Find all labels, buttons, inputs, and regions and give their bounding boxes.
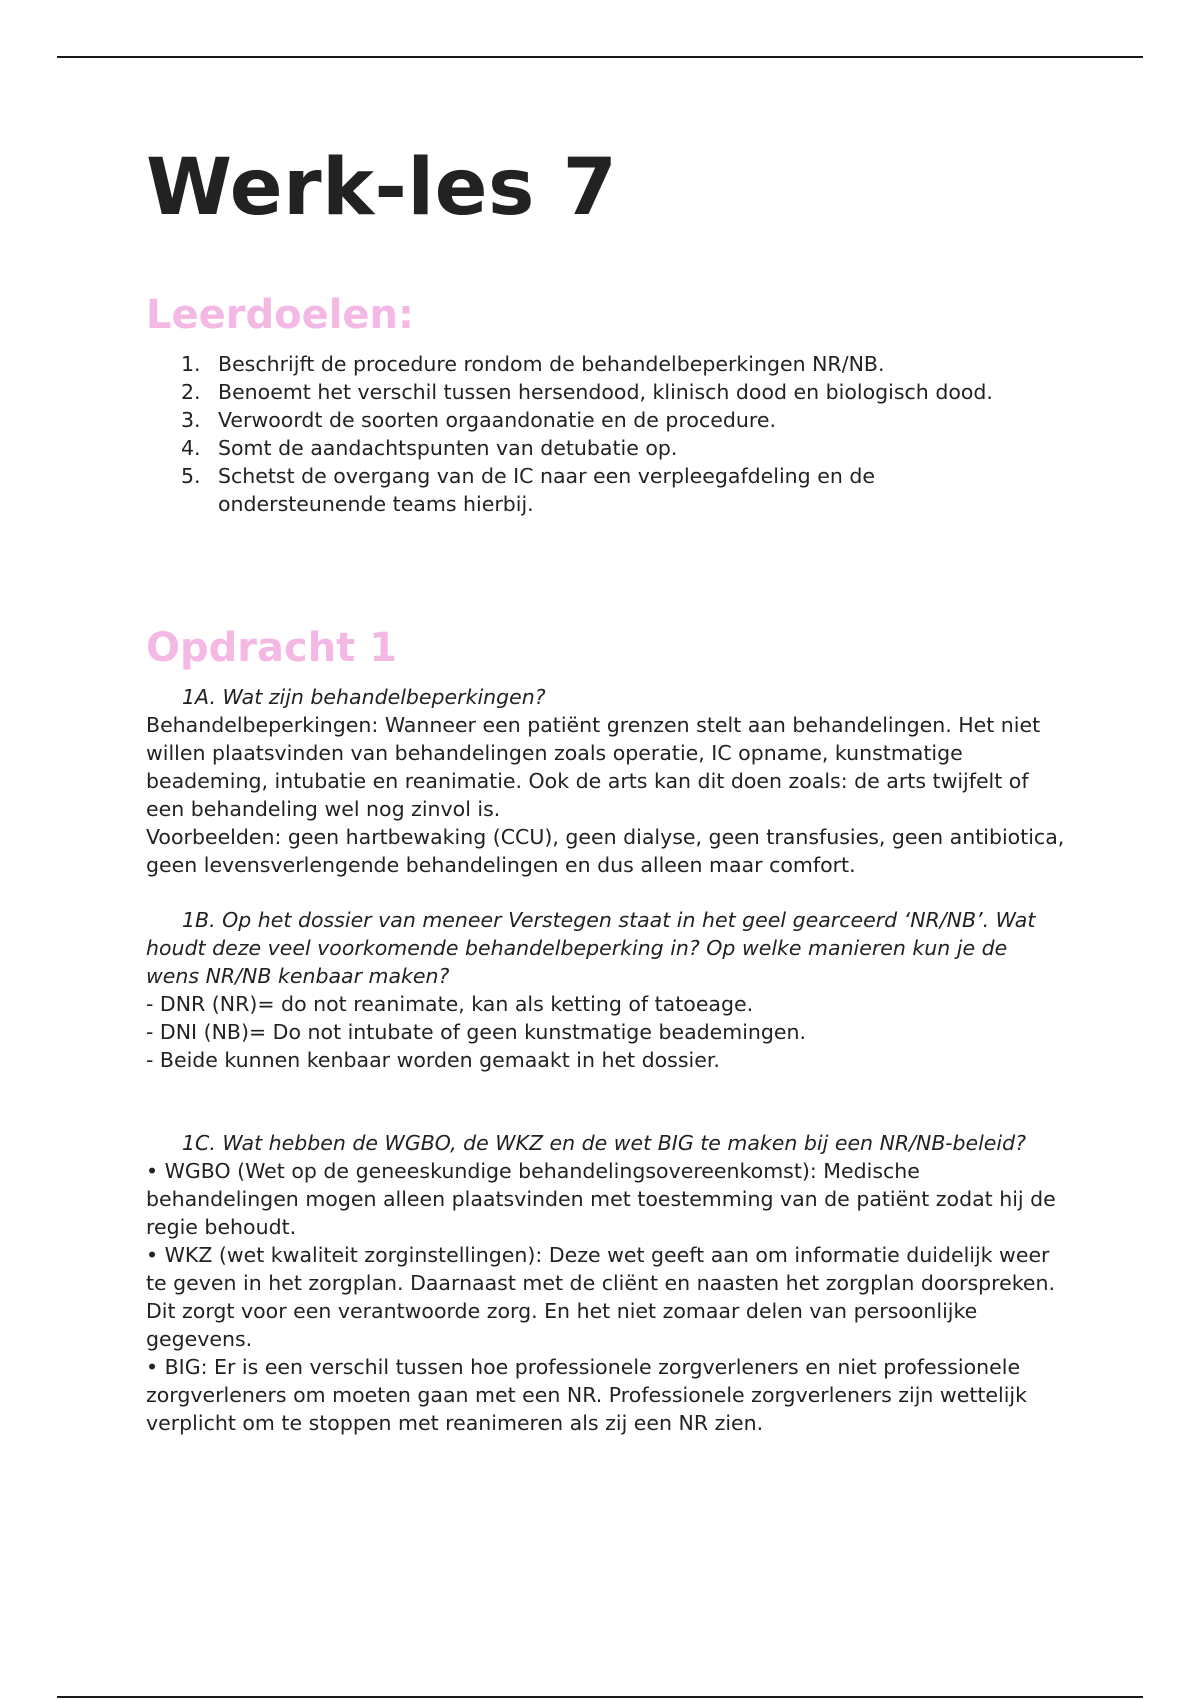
list-number: 1. [181, 352, 201, 376]
list-number: 2. [181, 380, 201, 404]
document-title: Werk-les 7 [146, 143, 618, 233]
list-number: 3. [181, 408, 201, 432]
list-item [146, 350, 1046, 378]
list-item [146, 462, 1046, 518]
question-1a: 1A. Wat zijn behandelbeperkingen? [182, 685, 546, 709]
leerdoelen-list [146, 350, 1046, 518]
question-1b-block [146, 906, 1066, 1074]
list-item-text: Benoemt het verschil tussen hersendood, klinisch dood en biologisch dood. [218, 380, 993, 404]
leerdoelen-heading: Leerdoelen: [146, 292, 415, 338]
question-1c-block [146, 1129, 1066, 1437]
answer-1c-big: • BIG: Er is een verschil tussen hoe professionele zorgverleners en niet professionele zorgverleners om moeten gaan met een NR. Professionele zorgverleners zijn wettelijk verplicht om te stoppen met reanimeren als zij een NR zien. [146, 1355, 1027, 1435]
list-item-text: Schetst de overgang van de IC naar een verpleegafdeling en de ondersteunende teams hierbij. [218, 464, 875, 516]
list-item-text: Verwoordt de soorten orgaandonatie en de procedure. [218, 408, 776, 432]
list-number: 4. [181, 436, 201, 460]
answer-1c-wkz: • WKZ (wet kwaliteit zorginstellingen): Deze wet geeft aan om informatie duidelijk weer te geven in het zorgplan. Daarnaast met de cliënt en naasten het zorgplan doorspreken. Dit zorgt voor een verantwoorde zorg. En het niet zomaar delen van persoonlijke gegevens. [146, 1243, 1055, 1351]
list-item-text: Somt de aandachtspunten van detubatie op. [218, 436, 678, 460]
question-1c: 1C. Wat hebben de WGBO, de WKZ en de wet BIG te maken bij een NR/NB-beleid? [182, 1131, 1027, 1155]
bottom-divider [57, 1696, 1143, 1698]
answer-1c-wgbo: • WGBO (Wet op de geneeskundige behandelingsovereenkomst): Medische behandelingen mogen alleen plaatsvinden met toestemming van de patiënt zodat hij de regie behoudt. [146, 1159, 1056, 1239]
top-divider [57, 56, 1143, 58]
opdracht-1-heading: Opdracht 1 [146, 625, 398, 671]
list-item-text: Beschrijft de procedure rondom de behandelbeperkingen NR/NB. [218, 352, 885, 376]
answer-1a-paragraph: Behandelbeperkingen: Wanneer een patiënt grenzen stelt aan behandelingen. Het niet willen plaatsvinden van behandelingen zoals operatie, IC opname, kunstmatige beademing, intubatie en reanimatie. Ook de arts kan dit doen zoals: de arts twijfelt of een behandeling wel nog zinvol is. [146, 713, 1041, 821]
list-item [146, 406, 1046, 434]
list-item [146, 378, 1046, 406]
answer-1b-line: - DNI (NB)= Do not intubate of geen kunstmatige beademingen. [146, 1020, 807, 1044]
answer-1b-line: - Beide kunnen kenbaar worden gemaakt in het dossier. [146, 1048, 720, 1072]
question-1a-block [146, 683, 1066, 879]
list-item [146, 434, 1046, 462]
answer-1b-line: - DNR (NR)= do not reanimate, kan als ketting of tatoeage. [146, 992, 754, 1016]
answer-1a-examples: Voorbeelden: geen hartbewaking (CCU), geen dialyse, geen transfusies, geen antibiotica, geen levensverlengende behandelingen en dus alleen maar comfort. [146, 825, 1065, 877]
question-1b: 1B. Op het dossier van meneer Verstegen staat in het geel gearceerd ‘NR/NB’. Wat houdt deze veel voorkomende behandelbeperking in? Op welke manieren kun je de wens NR/NB kenbaar maken? [146, 908, 1036, 988]
list-number: 5. [181, 464, 201, 488]
